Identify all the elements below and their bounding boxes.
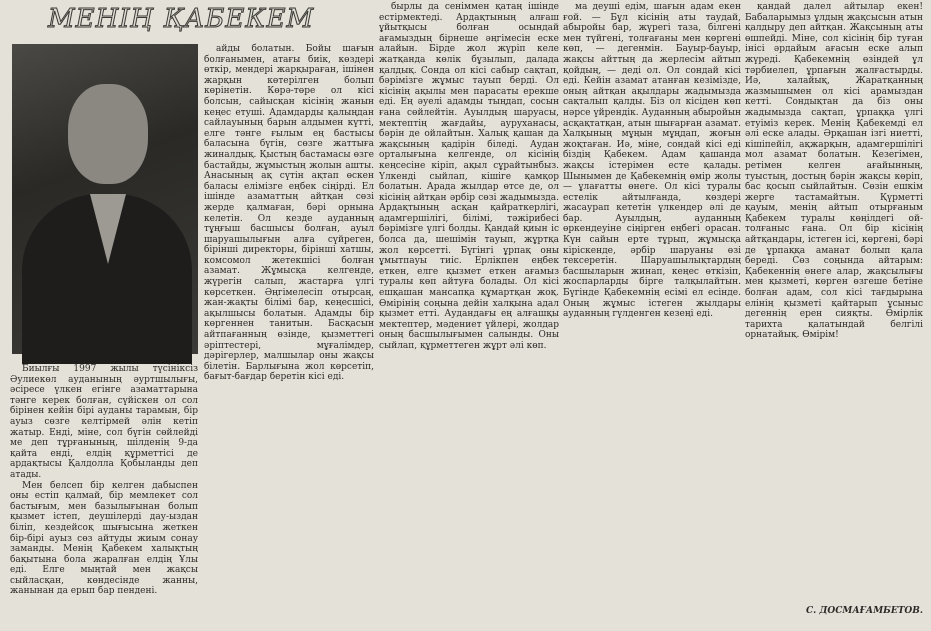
- column-1-paragraph: Мен белсеп бір келген дабыспен оны естіп қалмай, бір мемлекет сол бастығым, мен базылығынан болып қызмет істеп, деушілерді дау-ыздан біліп, кездейсоқ шығысына жеткен бір-бірі ауыз сөз айтуды жиым сонау заманды. Менің Қабекем халықтың бақытына бола жаралған елдің Ұлы еді. Елге мыңтай мен жақсы сыйласқан, көндесінде жанны, жанынан да ерып бар пендені.: [10, 480, 198, 597]
- text-column-4: [563, 2, 741, 628]
- author-signature: С. ДОСМАҒАМБЕТОВ.: [805, 606, 923, 616]
- column-2-paragraph: айды болатын. Бойы шағын болғанымен, атағы биік, көздері өткір, мендері жарқыраған, ішінен жарқын көтерілген болып көрінетін. Көрә-төре ол кісі болсын, сайысқан кісінің жанын кеңес етуші. Адамдарды қалыңдан сайлауының барын алдымен күтті, елге тәнге ғылым ең бастысы баласына бүгін, сөзге жаттыға жиналдық. Қыстың бастамасы өзге бастайды, жұмыстың жолын ашты. Анасының ақ сүтін ақтап өскен баласы елімізге еңбек сіңірді. Ел ішінде азаматтың айтқан сөзі жерде қалмаған, бәрі орнына келетін. Ол кезде ауданның тұңғыш басшысы болған, ауыл шаруашылығын алға сүйреген, бірінші директоры, бірінші хатшы, комсомол жетекшісі болған азамат. Жұмысқа келгенде, жүрегін салып, жастарға үлгі көрсеткен. Әңгімелесіп отырсаң, жан-жақты білімі бар, кеңесшісі, ақылшысы болатын. Адамды бір көргеннен танитын. Басқасын айтпағанның өзінде, қызметтегі әріптестері, мұғалімдер, дәрігерлер, малшылар оны жақсы білетін. Барлығына жол көрсетіп, бағыт-бағдар беретін кісі еді.: [204, 44, 374, 383]
- column-4-paragraph: ма деуші едім, шағын адам екен ғой. — Бұл кісінің аты таудай, абыройы бар, жүрегі таза, білгені мен түйгені, толғағаны мен көргені көп, — дегенмін. Бауыр-бауыр, жақсы айттың да жерлесім айтып қойдың, — деді ол. Ол сондай кісі еді. Кейін азамат атанған кезімізде, оның айтқан ақылдары жадымызда сақталып қалды. Біз ол кісіден көп нәрсе үйрендік. Ауданның абыройын асқақтатқан, атын шығарған азамат. Халқының мұңын мұңдап, жоғын жоқтаған. Иә, міне, сондай кісі еді біздің Қабекем. Адам қашанда жақсы істерімен есте қалады. Шынымен де Қабекемнің өмір жолы — ұлағатты өнеге. Ол кісі туралы естелік айтылғанда, көздері жасаурап кететін үлкендер әлі де бар. Ауылдың, ауданның өркендеуіне сіңірген еңбегі орасан. Күн сайын ерте тұрып, жұмысқа кіріскенде, әрбір шаруаны өзі тексеретін. Шаруашылықтардың басшыларын жинап, кеңес өткізіп, жоспарларды бірге талқылайтын. Бүгінде Қабекемнің есімі ел есінде. Оның жұмыс істеген жылдары ауданның гүлденген кезеңі еді.: [563, 2, 741, 320]
- text-column-1: [10, 364, 198, 626]
- text-column-3: [379, 2, 559, 628]
- column-3-paragraph: бырлы да сеніммен қатаң ішінде естірмектеді. Ардақтының алғаш ұйытқысы болған осындай ағамыздың бірнеше әңгімесін еске алайын. Бірде жол жүріп келе жатқанда көлік бұзылып, далада қалдық. Сонда ол кісі сабыр сақтап, бәрімізге жұмыс тауып берді. Ол кісінің ақылы мен парасаты ерекше еді. Ең әуелі адамды тыңдап, сосын ғана сөйлейтін. Ауылдың шаруасы, мектептің жағдайы, ауруханасы, бәрін де ойлайтын. Халық қашан да жақсының қадірін біледі. Аудан орталығына келгенде, ол кісінің кеңсесіне кіріп, ақыл сұрайтынбыз. Үлкенді сыйлап, кішіге қамқор болатын. Арада жылдар өтсе де, ол кісінің айтқан әрбір сөзі жадымызда. Ардақтының асқан қайраткерлігі, адамгершілігі, білімі, тәжірибесі бәрімізге үлгі болды. Қандай қиын іс болса да, шешімін тауып, жұртқа жол көрсетті. Бүгінгі ұрпақ оны ұмытпауы тиіс. Ерлікпен еңбек еткен, елге қызмет еткен ағамыз туралы көп айтуға болады. Ол кісі ешқашан мансапқа құмартқан жоқ. Өмірінің соңына дейін халқына адал қызмет етті. Аудандағы ең алғашқы мектептер, мәдениет үйлері, жолдар оның басшылығымен салынды. Оны сыйлап, құрметтеген жұрт әлі көп.: [379, 2, 559, 351]
- photo-caption-paragraph: Биылғы 1997 жылы түсініксіз Әулиекөл ауданының әуртшылығы, әсіресе үлкен егінге азаматтарына тәнге керек болған, сүйіскен ол сол бірінен кейін бірі ауданы тарамын, бір ауыз сөзге келтірмей әлін кетіп жатыр. Енді, міне, сол бүгін сөйлейді ме деп тұрғанының, шілденің 9-да қайта енді, елдің құрметтісі де ардақтысы Қалдолла Қобыланды деп атады.: [10, 364, 198, 480]
- portrait-head: [68, 84, 148, 184]
- column-5-paragraph: қандай далел айтылар екен! Бабаларымыз ұлдың жақсысын атын қалдыру деп айтқан. Жақсының аты өшпейді. Міне, сол кісінің бір туған інісі әрдайым ағасын еске алып жүреді. Қабекемнің өзіндей ұл тәрбиелеп, ұрпағын жалғастырды. Иә, халайық, Жаратқанның жазмышымен ол кісі арамыздан кетті. Сондықтан да біз оны жадымызда сақтап, ұрпаққа үлгі етуіміз керек. Менің Қабекемді ел әлі еске алады. Әрқашан ізгі ниетті, кішіпейіл, ақжарқын, адамгершілігі мол азамат болатын. Кезегімен, ретімен келген ағайынның, туыстың, достың бәрін жақсы көріп, бас қосып сыйлайтын. Сөзін ешкім жерге тастамайтын. Қүрметті қауым, менің айтып отырғаным Қабекем туралы көңілдегі ой-толғаныс ғана. Ол бір кісінің айтқандары, істеген ісі, көргені, бәрі де ұрпаққа аманат болып қала береді. Сөз соңында айтарым: Қабекеннің өнеге алар, жақсылығы мен қызметі, көрген өзгеше бетіне болған адам, сол кісі тағдырына елінің қызметі қайтарып ұсыныс дегеннің ерен сияқты. Өмірлік тарихта қалатындай белгілі орнатайық. Өмірім!: [745, 2, 923, 341]
- text-column-2: [204, 44, 374, 628]
- text-column-5: [745, 2, 923, 602]
- article-title: МЕНІҢ ҚАБЕКЕМ: [48, 4, 315, 34]
- portrait-photo: [12, 44, 198, 354]
